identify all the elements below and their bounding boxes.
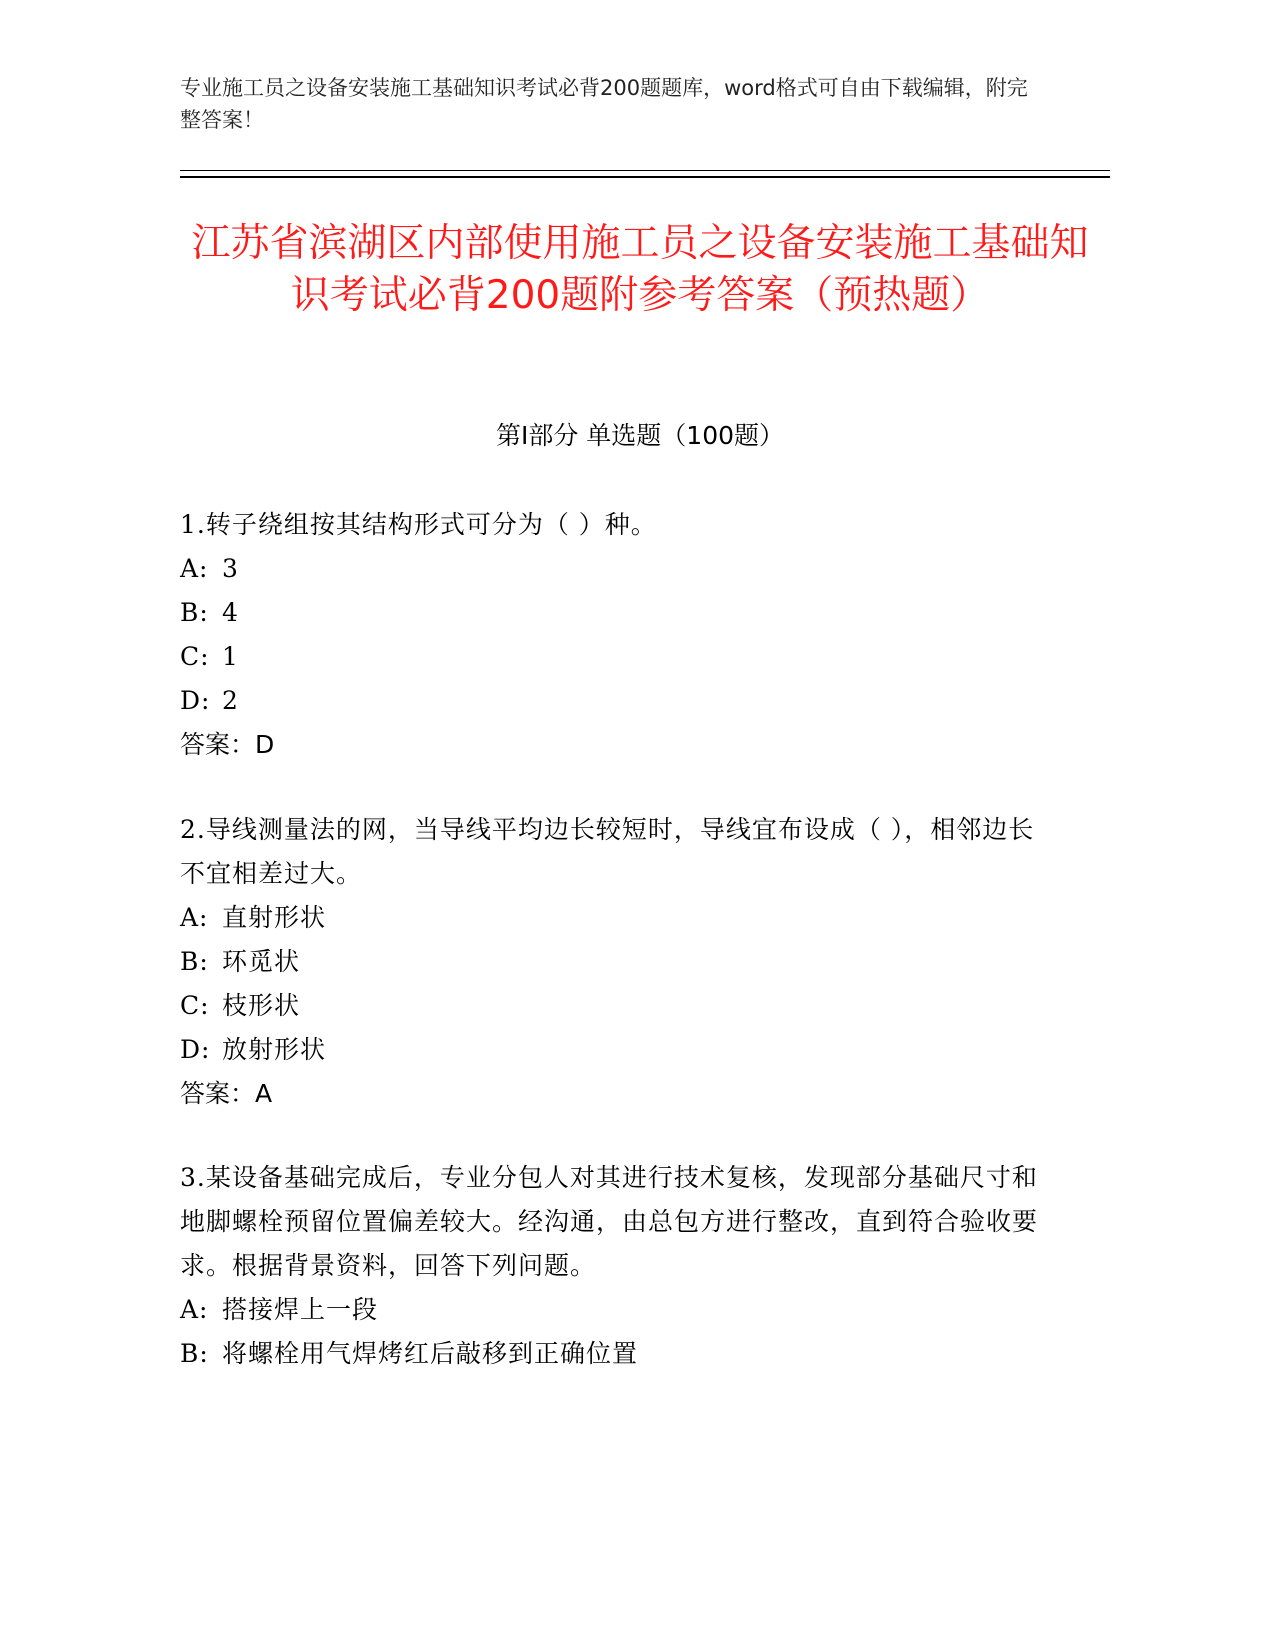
option-letter: B: xyxy=(180,947,209,976)
option-text: 3 xyxy=(222,554,239,583)
option-letter: A: xyxy=(180,1295,209,1324)
question-stem: 3.某设备基础完成后，专业分包人对其进行技术复核，发现部分基础尺寸和地脚螺栓预留位置偏差较大。经沟通，由总包方进行整改，直到符合验收要求。根据背景资料，回答下列问题。 xyxy=(180,1163,1039,1280)
option-text: 环觅状 xyxy=(222,947,301,976)
header-note: 专业施工员之设备安装施工基础知识考试必背200题题库，word格式可自由下载编辑，附完整答案！ xyxy=(180,76,1028,132)
question-2 xyxy=(180,808,1040,1116)
header-divider-thick xyxy=(180,176,1110,178)
option-text: 4 xyxy=(222,598,239,627)
option-letter: D: xyxy=(180,1035,211,1064)
question-stem: 2.导线测量法的网，当导线平均边长较短时，导线宜布设成（ ），相邻边长不宜相差过大。 xyxy=(180,815,1035,888)
option-letter: D: xyxy=(180,686,211,715)
option-text: 2 xyxy=(222,686,239,715)
answer-label: 答案： xyxy=(180,730,256,759)
answer-line xyxy=(180,1072,1040,1116)
answer-label: 答案： xyxy=(180,1079,256,1108)
question-1 xyxy=(180,503,1040,767)
question-3 xyxy=(180,1156,1040,1376)
option-letter: B: xyxy=(180,1339,209,1368)
header-divider-thin xyxy=(180,170,1110,171)
section-heading: 第I部分 单选题（100题） xyxy=(495,421,785,450)
option-b xyxy=(180,591,1040,635)
question-stem: 1.转子绕组按其结构形式可分为（ ）种。 xyxy=(180,510,657,539)
document-title: 江苏省滨湖区内部使用施工员之设备安装施工基础知识考试必背200题附参考答案（预热题） xyxy=(191,221,1089,318)
option-letter: B: xyxy=(180,598,209,627)
option-a xyxy=(180,896,1040,940)
option-b xyxy=(180,1332,1040,1376)
answer-value: D xyxy=(255,730,275,759)
option-a xyxy=(180,1288,1040,1332)
answer-line xyxy=(180,723,1040,767)
option-text: 放射形状 xyxy=(222,1035,327,1064)
option-letter: C: xyxy=(180,991,210,1020)
option-c xyxy=(180,984,1040,1028)
option-text: 1 xyxy=(222,642,239,671)
option-text: 将螺栓用气焊烤红后敲移到正确位置 xyxy=(222,1339,639,1368)
option-a xyxy=(180,547,1040,591)
option-c xyxy=(180,635,1040,679)
option-text: 枝形状 xyxy=(222,991,301,1020)
option-b xyxy=(180,940,1040,984)
option-text: 搭接焊上一段 xyxy=(222,1295,379,1324)
option-text: 直射形状 xyxy=(222,903,327,932)
option-letter: C: xyxy=(180,642,210,671)
option-d xyxy=(180,1028,1040,1072)
option-letter: A: xyxy=(180,903,209,932)
option-d xyxy=(180,679,1040,723)
option-letter: A: xyxy=(180,554,209,583)
answer-value: A xyxy=(255,1079,273,1108)
